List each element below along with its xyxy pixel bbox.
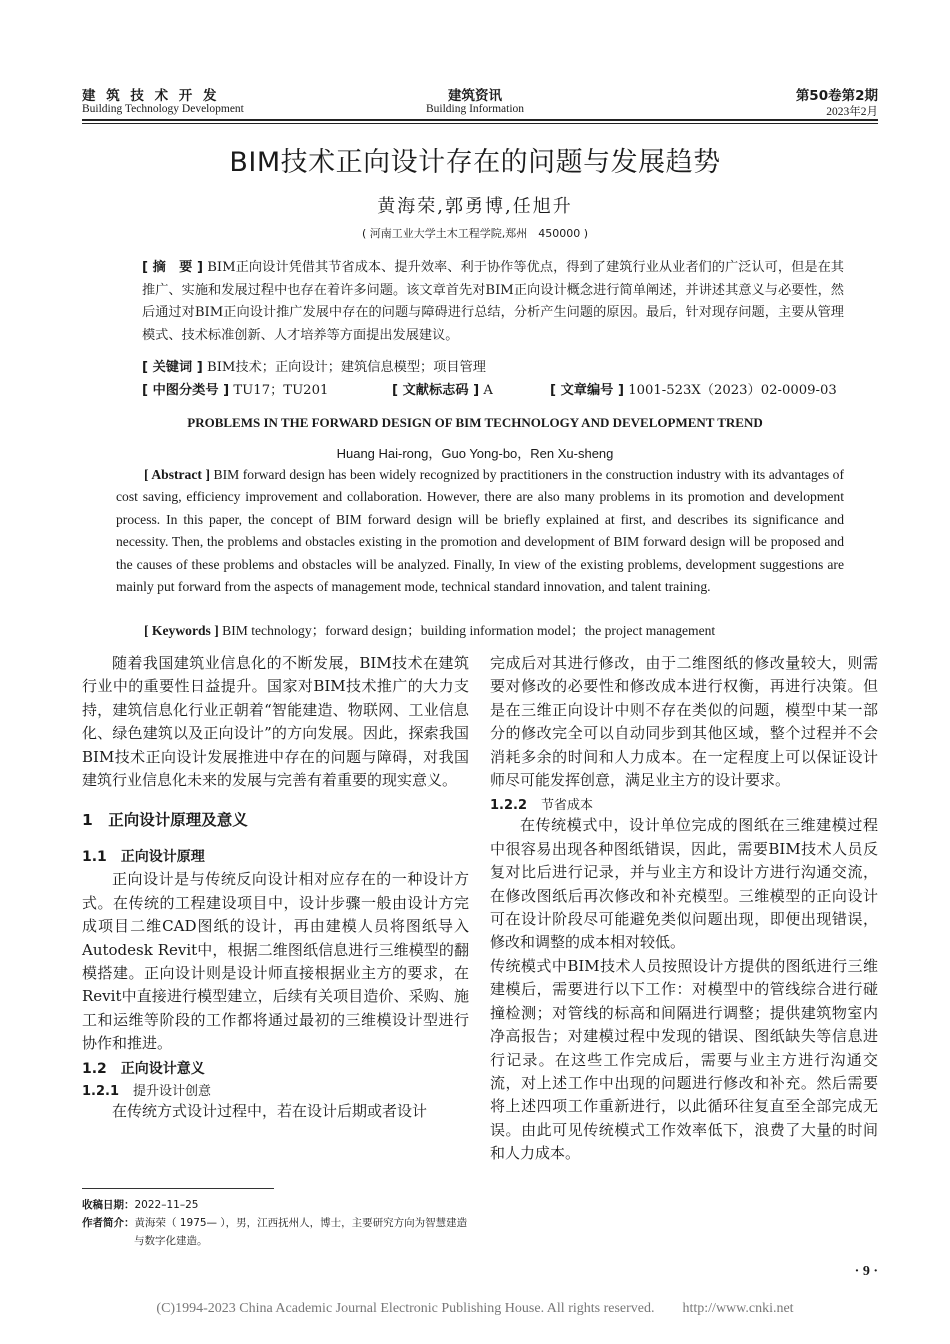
article-number <box>550 380 837 403</box>
right-column <box>490 652 878 1166</box>
continued-paragraph: 完成后对其进行修改，由于二维图纸的修改量较大，则需要对修改的必要性和修改成本进行权衡，再进行决策。但是在三维正向设计中则不存在类似的问题，模型中某一部分的修改完全可以自动同步到其他区域，整个过程并不会消耗多余的时间和人力成本。在一定程度上可以保证设计师尽可能发挥创意，满足业主方的设计要求。 <box>490 654 878 790</box>
keywords-en <box>144 620 844 642</box>
english-title: PROBLEMS IN THE FORWARD DESIGN OF BIM TECHNOLOGY AND DEVELOPMENT TREND <box>187 415 763 430</box>
paragraph-1-2-2: 在传统模式中，设计单位完成的图纸在三维建模过程中很容易出现各种图纸错误，因此，需要BIM技术人员反复对比后进行记录，并与业主方和设计方进行沟通交流，在修改图纸后再次修改和补充模型。三维模型的正向设计可在设计阶段尽可能避免类似问题出现，即便出现错误，修改和调整的成本相对较低。 <box>490 816 878 952</box>
heading-number: 1.2.1 <box>82 1083 120 1099</box>
abstract-en <box>116 464 844 598</box>
keywords-cn <box>142 357 844 380</box>
section-heading-1-2-2 <box>490 794 878 813</box>
heading-number: 1.2.2 <box>490 798 528 814</box>
header-rule <box>82 119 878 121</box>
keywords-en-text: BIM technology；forward design；building information model；the project management <box>222 623 716 638</box>
abstract-en-text: BIM forward design has been widely recognized by practitioners in the construction industry with its advantages of cost saving, efficiency improvement and collaboration. However, there are also many problems in its promotion and development process. In this paper, the concept of BIM forward design will be briefly explained at first, and describes its significance and necessity. Then, the problems and obstacles existing in the promotion and development of BIM forward design will be proposed and the causes of these problems and obstacles will be analyzed. Finally, In view of the existing problems, development suggestions are mainly put forward from the aspects of management mode, technical standard innovation, and talent training. <box>116 467 844 595</box>
doc-code-label: [ 文献标志码 ] <box>392 383 480 398</box>
affiliation: ( 河南工业大学土木工程学院,郑州 450000 ) <box>361 227 589 240</box>
article-number-value: 1001-523X（2023）02-0009-03 <box>628 383 837 398</box>
heading-title: 提升设计创意 <box>133 1083 212 1099</box>
abstract-text: BIM正向设计凭借其节省成本、提升效率、利于协作等优点，得到了建筑行业从业者们的广泛认可，但是在其推广、实施和发展过程中也存在着许多问题。该文章首先对BIM正向设计概念进行简单阐述，并讲述其意义与必要性，然后通过对BIM正向设计推广发展中存在的问题与障碍进行总结，分析产生问题的原因。最后，针对现存问题，主要从管理模式、技术标准创新、人才培养等方面提出发展建议。 <box>142 260 844 343</box>
doc-code-value: A <box>483 383 493 398</box>
keywords-label: [ 关键词 ] <box>142 360 203 375</box>
left-column <box>82 652 469 1123</box>
author-bio-label: 作者简介： <box>82 1217 135 1229</box>
received-date <box>82 1196 469 1214</box>
received-label: 收稿日期： <box>82 1199 135 1211</box>
clc-label: [ 中图分类号 ] <box>142 383 230 398</box>
section-heading-1-2: 1.2 正向设计意义 <box>82 1060 205 1077</box>
heading-title: 节省成本 <box>541 798 594 814</box>
abstract-cn <box>142 257 844 347</box>
issue-date: 2023年2月 <box>826 106 878 118</box>
received-value: 2022–11–25 <box>134 1199 199 1211</box>
copyright-footer: (C)1994-2023 China Academic Journal Electronic Publishing House. All rights reserved. http://www.cnki.net <box>156 1301 794 1316</box>
paragraph-1-1: 正向设计是与传统反向设计相对应存在的一种设计方式。在传统的工程建设项目中，设计步骤一般由设计方完成项目二维CAD图纸的设计，再由建模人员将图纸导入Autodesk Revit中，根据二维图纸信息进行三维模型的翻模搭建。正向设计则是设计师直接根据业主方的要求，在Revit中直接进行模型建立，后续有关项目造价、采购、施工和运维等阶段的工作都将通过最初的三维模设计型进行协作和推进。 <box>82 870 469 1053</box>
article-number-label: [ 文章编号 ] <box>550 383 624 398</box>
intro-paragraph: 随着我国建筑业信息化的不断发展，BIM技术在建筑行业中的重要性日益提升。国家对BIM技术推广的大力支持，建筑信息化行业正朝着“智能建造、物联网、工业信息化、绿色建筑以及正向设计”的方向发展。因此，探索我国BIM技术正向设计发展推进中存在的问题与障碍，对我国建筑行业信息化未来的发展与完善有着重要的现实意义。 <box>82 654 469 790</box>
paragraph-1-2-2b: 传统模式中BIM技术人员按照设计方提供的图纸进行三维建模后，需要进行以下工作：对模型中的管线综合进行碰撞检测；对管线的标高和间隔进行调整；提供建筑物室内净高报告；对建模过程中发现的错误、图纸缺失等信息进行记录。在这些工作完成后，需要与业主方进行沟通交流，对上述工作中出现的问题进行修改和补充。然后需要将上述四项工作重新进行，以此循环往复直至全部完成无误。由此可见传统模式工作效率低下，浪费了大量的时间和人力成本。 <box>490 956 878 1163</box>
section-heading-1-2-1 <box>82 1080 469 1099</box>
paragraph-1-2-1: 在传统方式设计过程中，若在设计后期或者设计 <box>112 1101 428 1120</box>
english-authors: Huang Hai-rong，Guo Yong-bo，Ren Xu-sheng <box>336 446 614 461</box>
keywords-en-label: [ Keywords ] <box>144 623 219 638</box>
header-rule-thin <box>82 123 878 124</box>
volume-issue: 第50卷第2期 <box>795 88 878 104</box>
journal-name-en: Building Technology Development <box>82 103 244 115</box>
paper-authors: 黄海荣,郭勇博,任旭升 <box>377 196 573 217</box>
section-heading-1: 1 正向设计原理及意义 <box>82 811 248 830</box>
clc-code <box>142 380 328 403</box>
section-heading-1-1: 1.1 正向设计原理 <box>82 849 205 866</box>
author-bio-text: 黄海荣（ 1975— ），男，江西抚州人，博士，主要研究方向为智慧建造与数字化建造。 <box>134 1217 468 1247</box>
abstract-label: [ 摘 要 ] <box>142 260 203 275</box>
journal-name-cn: 建 筑 技 术 开 发 <box>82 88 220 104</box>
author-bio <box>82 1214 469 1250</box>
column-name-cn: 建筑资讯 <box>448 88 502 104</box>
paper-title: BIM技术正向设计存在的问题与发展趋势 <box>229 147 721 178</box>
clc-value: TU17；TU201 <box>233 383 329 398</box>
page-number: · 9 · <box>854 1264 878 1279</box>
footnote-rule <box>82 1188 274 1189</box>
doc-code <box>392 380 493 403</box>
abstract-en-label: [ Abstract ] <box>144 467 210 482</box>
column-name-en: Building Information <box>425 103 525 115</box>
keywords-text: BIM技术；正向设计；建筑信息模型；项目管理 <box>207 360 486 375</box>
